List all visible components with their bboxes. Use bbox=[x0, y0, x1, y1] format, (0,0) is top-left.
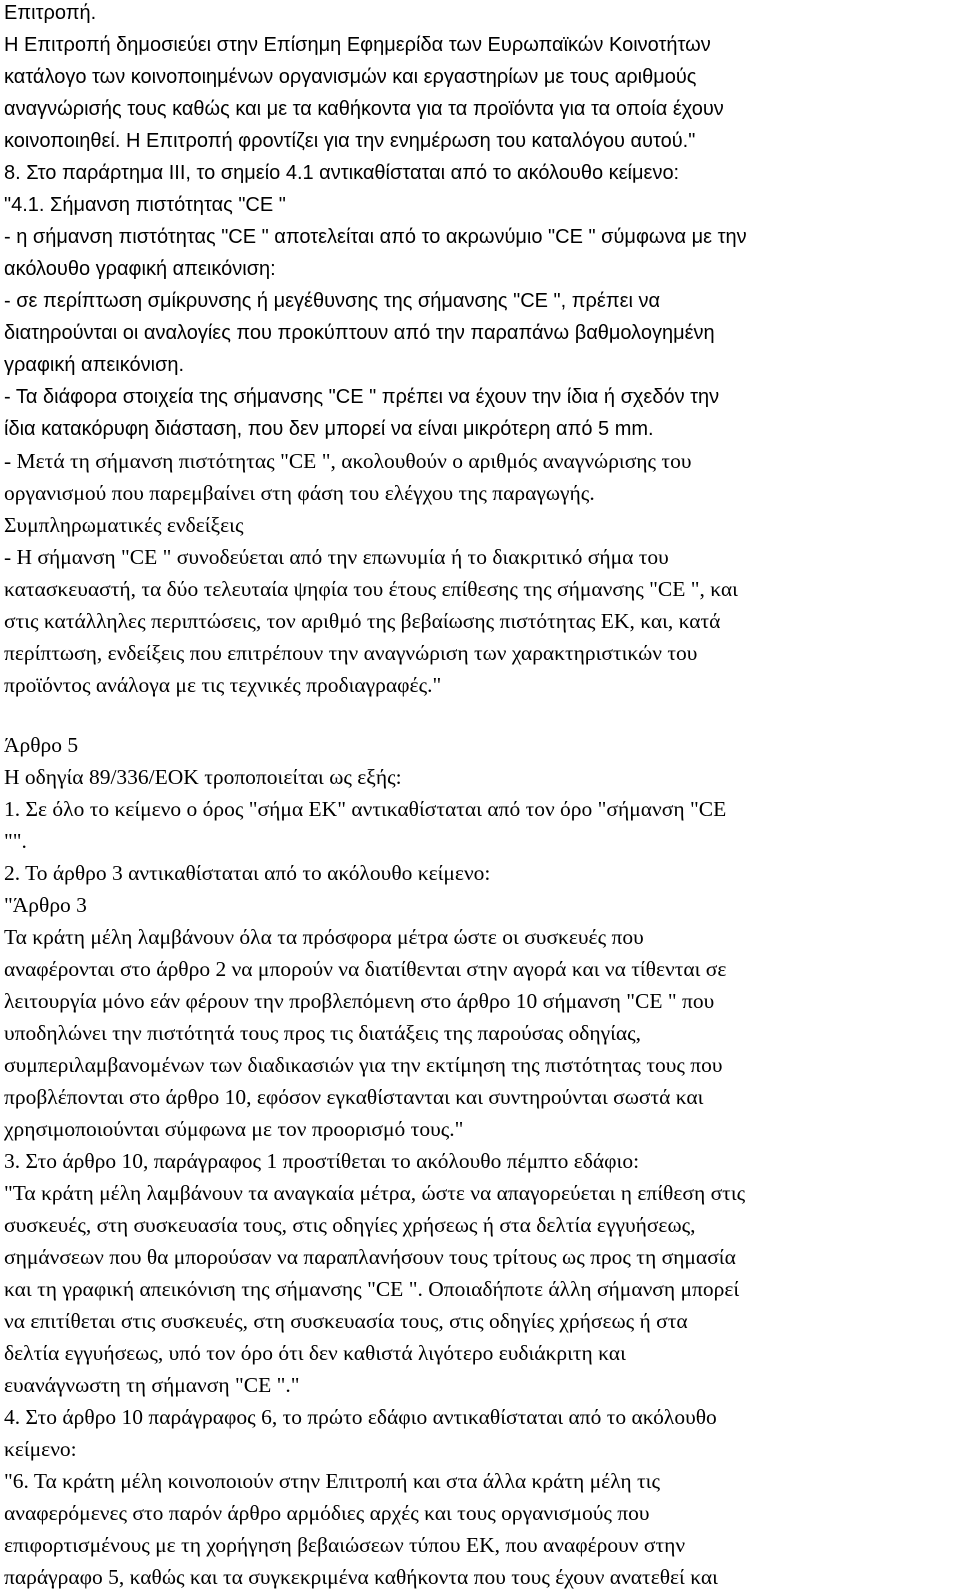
text-line: συμπεριλαμβανομένων των διαδικασιών για την εκτίμηση της πιστότητας τους που bbox=[4, 1053, 723, 1077]
section-heading: Συμπληρωματικές ενδείξεις bbox=[4, 513, 244, 537]
text-line: Επιτροπή. bbox=[4, 2, 97, 24]
text-line: - Τα διάφορα στοιχεία της σήμανσης "CE " πρέπει να έχουν την ίδια ή σχεδόν την bbox=[4, 386, 720, 408]
text-line: 8. Στο παράρτημα ΙΙΙ, το σημείο 4.1 αντικαθίσταται από το ακόλουθο κείμενο: bbox=[4, 162, 680, 184]
text-line: 4. Στο άρθρο 10 παράγραφος 6, το πρώτο εδάφιο αντικαθίσταται από το ακόλουθο bbox=[4, 1405, 717, 1429]
text-line: Τα κράτη μέλη λαμβάνουν όλα τα πρόσφορα μέτρα ώστε οι συσκευές που bbox=[4, 925, 644, 949]
text-line: αναφερόμενες στο παρόν άρθρο αρμόδιες αρχές και τους οργανισμούς που bbox=[4, 1501, 650, 1525]
text-line: χρησιμοποιούνται σύμφωνα με τον προορισμό τους." bbox=[4, 1117, 464, 1141]
text-line: "4.1. Σήμανση πιστότητας "CE " bbox=[4, 194, 286, 216]
text-line: κοινοποιηθεί. Η Επιτροπή φροντίζει για την ενημέρωση του καταλόγου αυτού." bbox=[4, 130, 696, 152]
text-line: επιφορτισμένους με τη χορήγηση βεβαιώσεων τύπου ΕΚ, που αναφέρουν στην bbox=[4, 1533, 686, 1557]
text-line: σημάνσεων που θα μπορούσαν να παραπλανήσουν τους τρίτους ως προς τη σημασία bbox=[4, 1245, 736, 1269]
text-line: ευανάγνωστη τη σήμανση "CE "." bbox=[4, 1373, 300, 1397]
text-line: λειτουργία μόνο εάν φέρουν την προβλεπόμενη στο άρθρο 10 σήμανση "CE " που bbox=[4, 989, 715, 1013]
text-line: - σε περίπτωση σμίκρυνσης ή μεγέθυνσης της σήμανσης "CE ", πρέπει να bbox=[4, 290, 661, 312]
text-line: προϊόντος ανάλογα με τις τεχνικές προδιαγραφές." bbox=[4, 673, 442, 697]
text-line: αναγνώρισής τους καθώς και με τα καθήκοντα για τα προϊόντα για τα οποία έχουν bbox=[4, 98, 724, 120]
text-line: κατάλογο των κοινοποιημένων οργανισμών και εργαστηρίων με τους αριθμούς bbox=[4, 66, 697, 88]
text-line: "Τα κράτη μέλη λαμβάνουν τα αναγκαία μέτρα, ώστε να απαγορεύεται η επίθεση στις bbox=[4, 1181, 746, 1205]
text-line: και τη γραφική απεικόνιση της σήμανσης "CE ". Οποιαδήποτε άλλη σήμανση μπορεί bbox=[4, 1277, 740, 1301]
text-line: διατηρούνται οι αναλογίες που προκύπτουν από την παραπάνω βαθμολογημένη bbox=[4, 322, 715, 344]
text-line: ίδια κατακόρυφη διάσταση, που δεν μπορεί να είναι μικρότερη από 5 mm. bbox=[4, 418, 654, 440]
text-line: υποδηλώνει την πιστότητά τους προς τις διατάξεις της παρούσας οδηγίας, bbox=[4, 1021, 642, 1045]
text-line: να επιτίθεται στις συσκευές, στη συσκευασία τους, στις οδηγίες χρήσεως ή στα bbox=[4, 1309, 688, 1333]
text-line: γραφική απεικόνιση. bbox=[4, 354, 185, 376]
article-heading: Άρθρο 5 bbox=[4, 733, 79, 757]
text-line: - Μετά τη σήμανση πιστότητας "CE ", ακολουθούν ο αριθμός αναγνώρισης του bbox=[4, 449, 692, 473]
blank-line bbox=[4, 701, 956, 729]
text-line: - η σήμανση πιστότητας "CE " αποτελείται από το ακρωνύμιο "CE " σύμφωνα με την bbox=[4, 226, 747, 248]
text-line: "Άρθρο 3 bbox=[4, 893, 87, 917]
text-line: κείμενο: bbox=[4, 1437, 77, 1461]
text-line: Η Επιτροπή δημοσιεύει στην Επίσημη Εφημερίδα των Ευρωπαϊκών Κοινοτήτων bbox=[4, 34, 711, 56]
text-line: 3. Στο άρθρο 10, παράγραφος 1 προστίθεται το ακόλουθο πέμπτο εδάφιο: bbox=[4, 1149, 640, 1173]
text-line: "6. Τα κράτη μέλη κοινοποιούν στην Επιτροπή και στα άλλα κράτη μέλη τις bbox=[4, 1469, 660, 1493]
document-page bbox=[4, 0, 956, 1593]
text-line: παράγραφο 5, καθώς και τα συγκεκριμένα καθήκοντα που τους έχουν ανατεθεί και bbox=[4, 1565, 718, 1589]
text-line: περίπτωση, ενδείξεις που επιτρέπουν την αναγνώριση των χαρακτηριστικών του bbox=[4, 641, 698, 665]
text-line: 1. Σε όλο το κείμενο ο όρος "σήμα ΕΚ" αντικαθίσταται από τον όρο "σήμανση "CE bbox=[4, 797, 727, 821]
text-line: ακόλουθο γραφική απεικόνιση: bbox=[4, 258, 276, 280]
text-line: οργανισμού που παρεμβαίνει στη φάση του ελέγχου της παραγωγής. bbox=[4, 481, 595, 505]
text-line: - Η σήμανση "CE " συνοδεύεται από την επωνυμία ή το διακριτικό σήμα του bbox=[4, 545, 669, 569]
text-line: αναφέρονται στο άρθρο 2 να μπορούν να διατίθενται στην αγορά και να τίθενται σε bbox=[4, 957, 727, 981]
text-line: δελτία εγγυήσεως, υπό τον όρο ότι δεν καθιστά λιγότερο ευδιάκριτη και bbox=[4, 1341, 626, 1365]
text-line: στις κατάλληλες περιπτώσεις, τον αριθμό της βεβαίωσης πιστότητας ΕΚ, και, κατά bbox=[4, 609, 721, 633]
text-line: 2. Το άρθρο 3 αντικαθίσταται από το ακόλουθο κείμενο: bbox=[4, 861, 491, 885]
text-line: συσκευές, στη συσκευασία τους, στις οδηγίες χρήσεως ή στα δελτία εγγυήσεως, bbox=[4, 1213, 696, 1237]
text-line: "". bbox=[4, 829, 27, 853]
text-line: κατασκευαστή, τα δύο τελευταία ψηφία του έτους επίθεσης της σήμανσης "CE ", και bbox=[4, 577, 738, 601]
text-line: Η οδηγία 89/336/ΕΟΚ τροποποιείται ως εξής: bbox=[4, 765, 402, 789]
text-line: προβλέπονται στο άρθρο 10, εφόσον εγκαθίστανται και συντηρούνται σωστά και bbox=[4, 1085, 704, 1109]
